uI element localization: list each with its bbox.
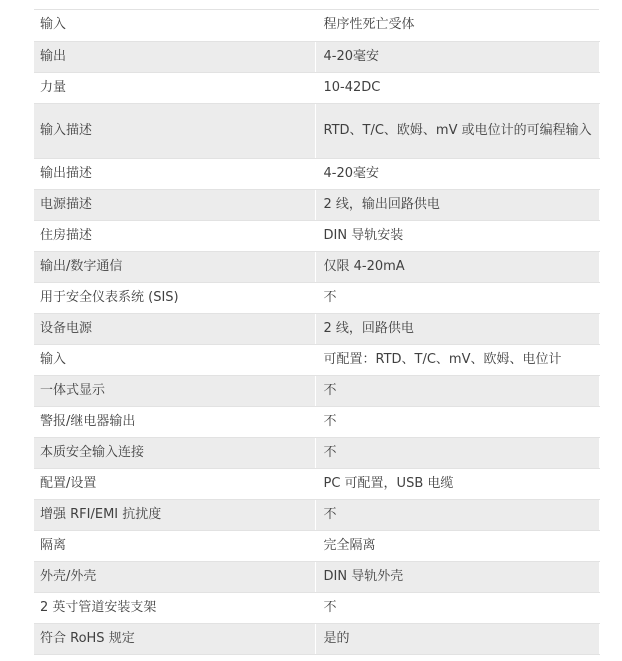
row-label: 输入 [34,10,315,41]
row-label: 住房描述 [34,220,315,251]
row-label: 警报/继电器输出 [34,406,315,437]
table-row [34,375,599,406]
row-value: 不 [315,375,599,406]
row-label: 增强 RFI/EMI 抗扰度 [34,499,315,530]
table-row [34,468,599,499]
table-row [34,499,599,530]
row-label: 设备电源 [34,313,315,344]
row-value: 完全隔离 [315,530,599,561]
table-row [34,282,599,313]
table-row [34,10,599,41]
row-value: 不 [315,282,599,313]
table-row [34,313,599,344]
row-label: 隔离 [34,530,315,561]
row-value: 不 [315,592,599,623]
row-value: 10-42DC [315,72,599,103]
table-row [34,72,599,103]
row-label: 电源描述 [34,189,315,220]
row-label: 2 英寸管道安装支架 [34,592,315,623]
row-label: 符合 RoHS 规定 [34,623,315,654]
row-label: 输出/数字通信 [34,251,315,282]
table-row [34,530,599,561]
table-row [34,41,599,72]
row-value: 不 [315,406,599,437]
table-row [34,623,599,654]
row-value: 4-20毫安 [315,41,599,72]
table-row [34,158,599,189]
row-label: 配置/设置 [34,468,315,499]
row-label: 输出描述 [34,158,315,189]
row-value: RTD、T/C、欧姆、mV 或电位计的可编程输入 [315,103,599,158]
row-label: 输入 [34,344,315,375]
row-label: 输出 [34,41,315,72]
row-value: 不 [315,499,599,530]
row-value: 2 线，输出回路供电 [315,189,599,220]
row-value: 仅限 4-20mA [315,251,599,282]
row-value: 程序性死亡受体 [315,10,599,41]
row-label: 本质安全输入连接 [34,437,315,468]
row-value: DIN 导轨外壳 [315,561,599,592]
spec-table [34,10,600,655]
row-value: 4-20毫安 [315,158,599,189]
row-label: 力量 [34,72,315,103]
row-value: 不 [315,437,599,468]
table-row [34,592,599,623]
table-row [34,437,599,468]
row-value: PC 可配置，USB 电缆 [315,468,599,499]
spec-table-container [34,9,599,655]
table-row [34,561,599,592]
row-value: 可配置：RTD、T/C、mV、欧姆、电位计 [315,344,599,375]
row-value: 2 线，回路供电 [315,313,599,344]
row-label: 一体式显示 [34,375,315,406]
table-row [34,344,599,375]
table-row [34,220,599,251]
table-row [34,103,599,158]
table-row [34,406,599,437]
row-value: DIN 导轨安装 [315,220,599,251]
row-label: 用于安全仪表系统 (SIS) [34,282,315,313]
row-value: 是的 [315,623,599,654]
table-row [34,251,599,282]
row-label: 输入描述 [34,103,315,158]
table-row [34,189,599,220]
row-label: 外壳/外壳 [34,561,315,592]
